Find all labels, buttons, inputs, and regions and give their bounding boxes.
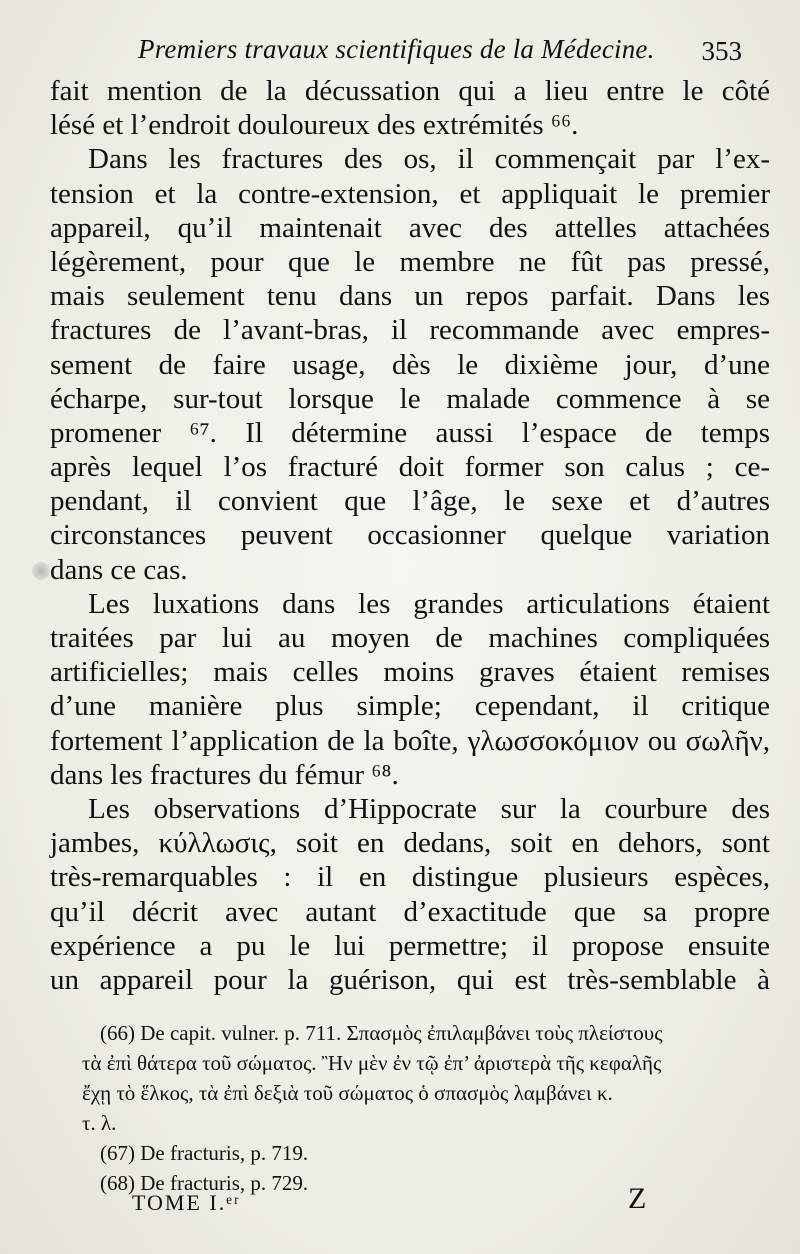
footnotes (82, 1018, 770, 1198)
text-line: mais seulement tenu dans un repos parfait. Dans les (50, 280, 770, 313)
text-line: Les luxations dans les grandes articulations étaient (88, 587, 770, 620)
text-line: après lequel l’os fracturé doit former son calus ; ce- (50, 451, 770, 484)
text-line: jambes, κύλλωσις, soit en dedans, soit en dehors, sont (50, 827, 770, 860)
footnote-line: (67) De fracturis, p. 719. (100, 1141, 309, 1165)
footnote-line: (68) De fracturis, p. 729. (100, 1171, 309, 1195)
footnote-line: τ. λ. (82, 1111, 117, 1135)
text-line: fait mention de la décussation qui a lieu entre le côté (50, 75, 770, 107)
text-line: pendant, il convient que l’âge, le sexe et d’autres (50, 485, 770, 518)
text-line: un appareil pour la guérison, qui est très-semblable à (50, 963, 770, 996)
text-line: dans les fractures du fémur ⁶⁸. (50, 758, 399, 791)
text-line: fractures de l’avant-bras, il recommande avec empres- (50, 314, 770, 347)
running-head (130, 34, 770, 74)
text-line: tension et la contre-extension, et appliquait le premier (50, 177, 770, 210)
text-line: artificielles; mais celles moins graves étaient remises (50, 656, 770, 689)
ink-blot (32, 562, 50, 580)
text-line: légèrement, pour que le membre ne fût pas pressé, (50, 245, 770, 278)
text-line: dans ce cas. (50, 553, 188, 586)
text-line: qu’il décrit avec autant d’exactitude que sa propre (50, 895, 770, 928)
text-line: promener ⁶⁷. Il détermine aussi l’espace de temps (50, 416, 770, 449)
footnote-line: τὰ ἐπὶ θάτερα τοῦ σώματος. Ἢν μὲν ἐν τῷ ἐπ’ ἀριστερὰ τῆς κεφαλῆς (82, 1051, 662, 1075)
text-line: traitées par lui au moyen de machines compliquées (50, 622, 770, 654)
text-line: Les observations d’Hippocrate sur la courbure des (88, 792, 770, 825)
body-text (50, 74, 770, 997)
text-line: fortement l’application de la boîte, γλωσσοκόμιον ou σωλῆν, (50, 724, 770, 757)
text-line: expérience a pu le lui permettre; il propose ensuite (50, 929, 770, 962)
text-line: écharpe, sur-tout lorsque le malade commence à se (50, 382, 770, 415)
page-number: 353 (701, 36, 742, 66)
gathering-letter: Z (628, 1182, 647, 1215)
text-line: appareil, qu’il maintenait avec des attelles attachées (50, 211, 770, 244)
text-line: très-remarquables : il en distingue plusieurs espèces, (50, 861, 770, 894)
text-line: d’une manière plus simple; cependant, il critique (50, 690, 770, 723)
signature-mark: TOME I.ᵉʳ (132, 1190, 241, 1215)
footnote-line: ἔχῃ τὸ ἕλκος, τὰ ἐπὶ δεξιὰ τοῦ σώματος ὁ σπασμὸς λαμβάνει κ. (82, 1081, 613, 1105)
text-line: sement de faire usage, dès le dixième jour, d’une (50, 348, 770, 381)
text-line: Dans les fractures des os, il commençait par l’ex- (88, 143, 770, 176)
text-line: lésé et l’endroit douloureux des extrémités ⁶⁶. (50, 109, 579, 142)
text-line: circonstances peuvent occasionner quelque variation (50, 519, 770, 552)
footnote-line: (66) De capit. vulner. p. 711. Σπασμὸς ἐπιλαμβάνει τοὺς πλείστους (100, 1021, 663, 1045)
running-title: Premiers travaux scientifiques de la Médecine. (138, 34, 655, 64)
